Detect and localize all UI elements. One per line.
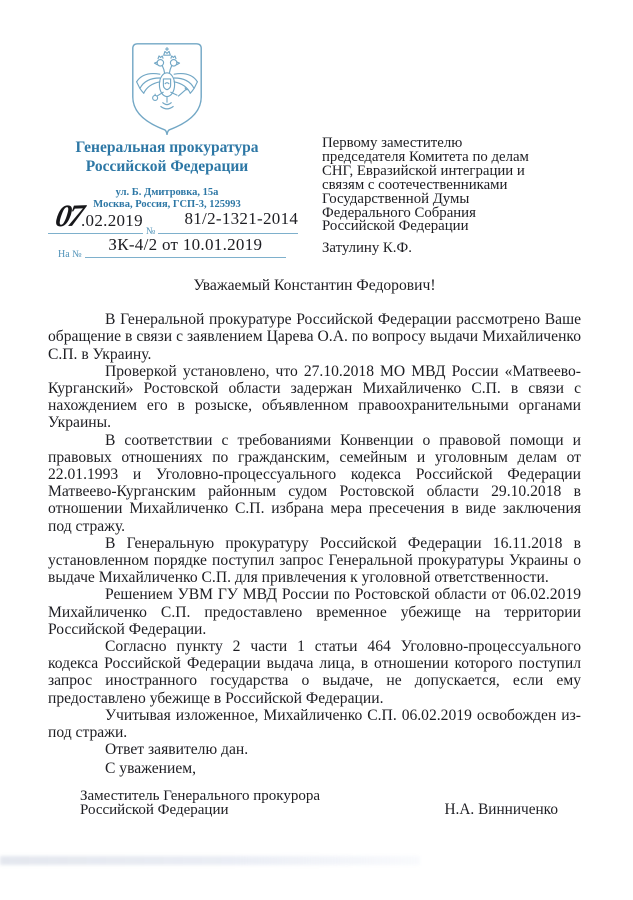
letter-paragraph: Учитывая изложенное, Михайличенко С.П. 06.02.2019 освобожден из-под стражи. (48, 706, 581, 742)
recipient-line: СНГ, Евразийской интеграции и (322, 162, 525, 179)
org-name-line1: Генеральная прокуратура (75, 139, 259, 156)
letter-paragraph: Проверкой установлено, что 27.10.2018 МО МВД России «Матвеево-Курганский» Ростовской области задержан Михайличенко С.П. в связи с нахождением его в розыске, объявленном правоохранительными органами Украины. (48, 362, 581, 432)
signature-block (80, 789, 558, 817)
handwritten-day: 07 (52, 197, 85, 234)
recipient-line: Федерального Собрания (322, 204, 476, 221)
letter-body (48, 277, 581, 778)
letter-paragraph: Решением УВМ ГУ МВД России по Ростовской области от 06.02.2019 Михайличенко С.П. предоставлено временное убежище на территории Российской Федерации. (48, 586, 581, 638)
signer-name: Н.А. Винниченко (444, 801, 558, 818)
recipient-line: связям с соотечественниками (322, 176, 508, 193)
number-sign-label: № (145, 226, 156, 237)
recipient-line: Государственной Думы (322, 190, 470, 207)
letter-paragraph: В соответствии с требованиями Конвенции о правовой помощи и правовых отношениях по гражданским, семейным и уголовным делам от 22.01.1993 и Уголовно-процессуального кодекса Российской Федерации Матвеево-Курганским районным судом Ростовской области 29.10.2018 в отношении Михайличенко С.П. избрана мера пресечения в виде заключения под стражу. (48, 431, 581, 535)
salutation: Уважаемый Константин Федорович! (193, 277, 436, 294)
letter-paragraph: Согласно пункту 2 части 1 статьи 464 Уголовно-процессуального кодекса Российской Федерации выдача лица, в отношении которого поступил запрос иностранного государства о выдаче, не допускается, если ему предоставлено убежище в Российской Федерации. (48, 638, 581, 707)
coat-of-arms-icon (126, 40, 208, 135)
recipient-name: Затулину К.Ф. (322, 240, 412, 257)
recipient-line: председателя Комитета по делам (322, 148, 529, 165)
letter-paragraph: В Генеральной прокуратуре Российской Федерации рассмотрено Ваше обращение в связи с заявлением Царева О.А. по вопросу выдачи Михайличенко С.П. в Украину. (48, 311, 581, 363)
recipient-line: Российской Федерации (322, 218, 469, 235)
recipient-block (322, 137, 557, 256)
letter-paragraph: Ответ заявителю дан. (105, 741, 249, 759)
org-name-line2: Российской Федерации (85, 158, 249, 175)
outgoing-reference-row (48, 197, 299, 237)
reply-to-label: На № (58, 249, 82, 260)
recipient-line: Первому заместителю (322, 135, 463, 151)
date-field (48, 197, 143, 234)
org-address-line1: ул. Б. Дмитровка, 15а (115, 187, 219, 198)
signer-position-line1: Заместитель Генерального прокурора (80, 788, 321, 804)
reference-block (48, 197, 299, 260)
org-address-line2: Москва, Россия, ГСП-3, 125993 (93, 198, 241, 210)
signer-position-line2: Российской Федерации (80, 802, 229, 818)
date-typed: .02.2019 (81, 211, 143, 230)
outgoing-number-field: 81/2-1321-2014 (158, 209, 298, 234)
signer-position (80, 789, 320, 817)
letterhead (48, 40, 286, 210)
incoming-reference-field: ЗК-4/2 от 10.01.2019 (85, 235, 286, 258)
scan-artifact-smudge (0, 856, 420, 865)
closing-line: С уважением, (105, 760, 197, 778)
letter-paragraph: В Генеральную прокуратуру Российской Федерации 16.11.2018 в установленном порядке поступил запрос Генеральной прокуратуры Украины о выдаче Михайличенко С.П. для привлечения к уголовной ответственности. (48, 534, 581, 587)
incoming-reference-row (48, 236, 286, 258)
